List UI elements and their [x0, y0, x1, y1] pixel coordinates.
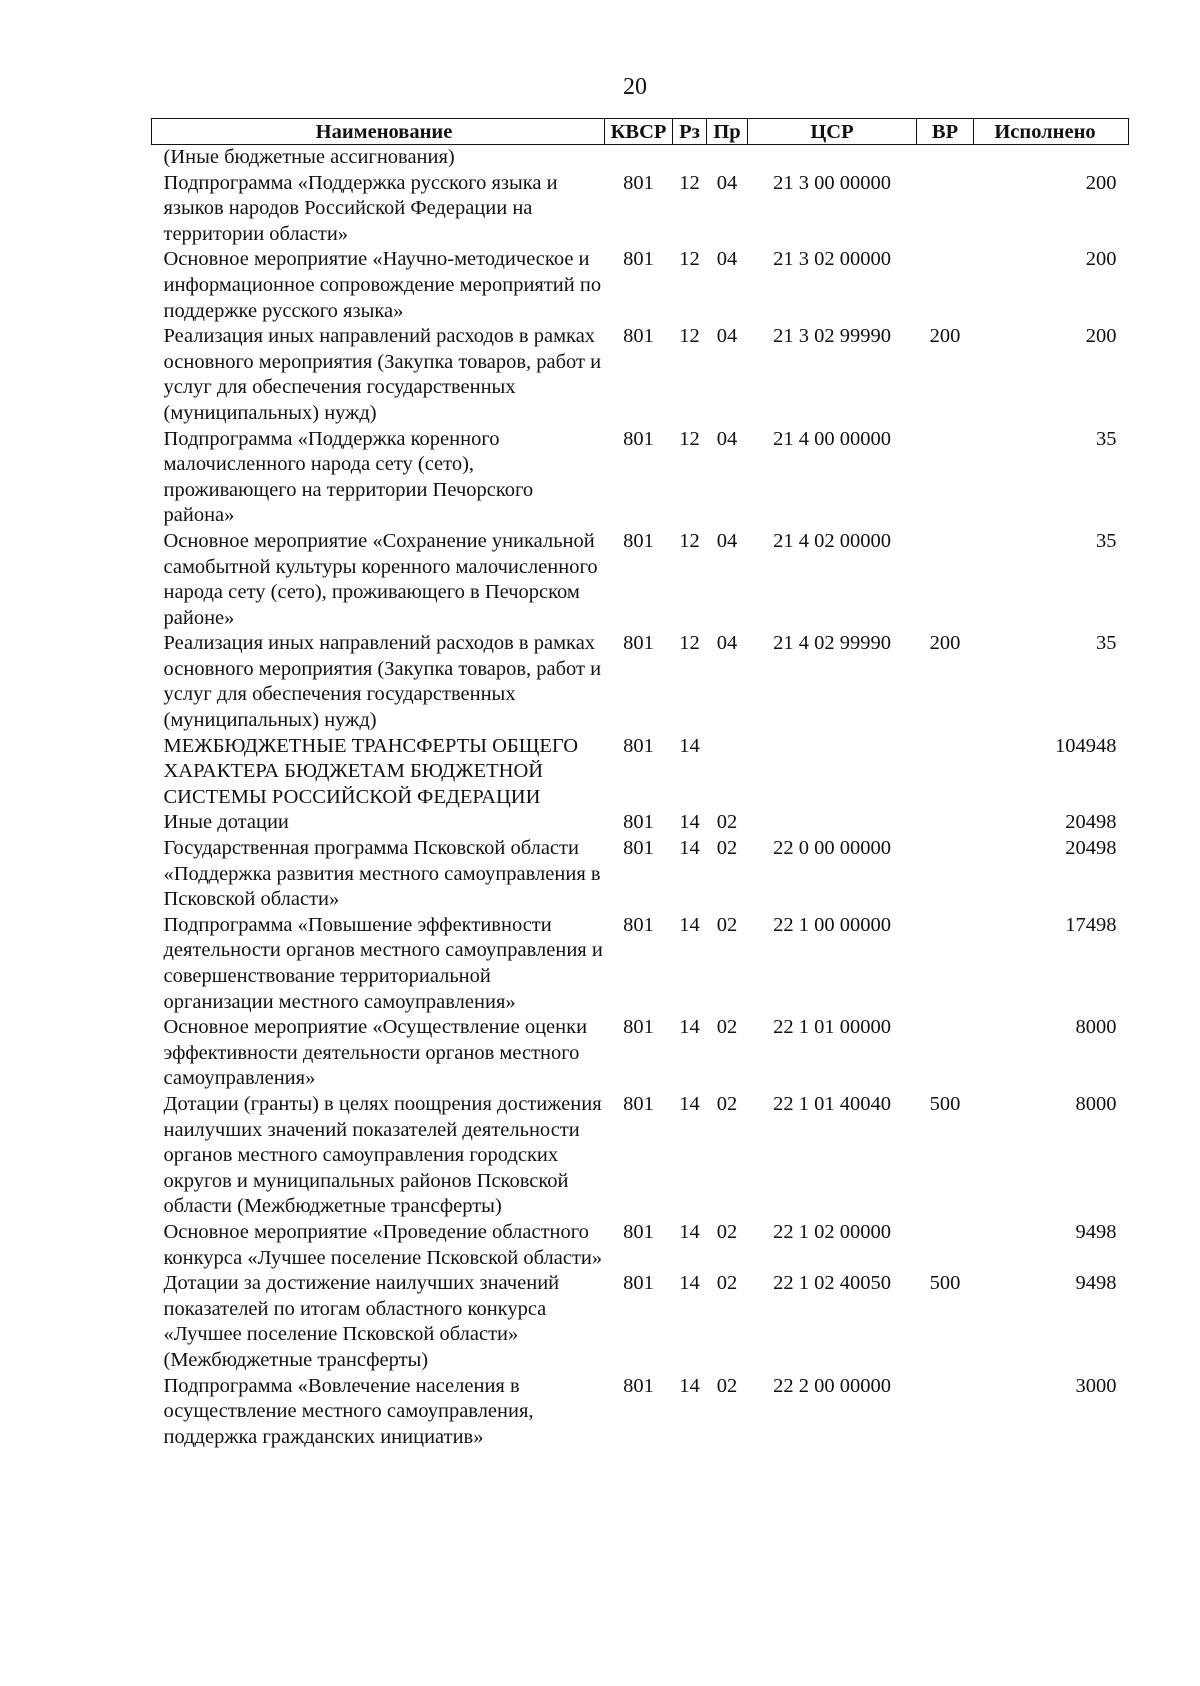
cell-pr: 04 [716, 325, 738, 348]
table-row [152, 734, 1129, 811]
column-header-kvsr: КВСР [605, 119, 673, 145]
cell-csr: 21 4 02 00000 [773, 529, 891, 552]
cell-pr: 02 [716, 1374, 738, 1397]
table-row [152, 810, 1129, 836]
cell-csr: 22 1 02 40050 [773, 1272, 891, 1295]
cell-executed: 35 [1096, 427, 1117, 450]
column-header-pr: Пр [707, 119, 748, 145]
cell-name: Дотации за достижение наилучших значений показателей по итогам областного конкурса «Лучшее поселение Псковской области» (Межбюджетные трансферты) [163, 1272, 560, 1371]
cell-csr [748, 145, 917, 171]
cell-name: Иные дотации [163, 811, 289, 834]
cell-vr [917, 734, 974, 811]
header-row [152, 119, 1129, 145]
cell-name: Основное мероприятие «Проведение областного конкурса «Лучшее поселение Псковской области» [163, 1220, 603, 1269]
table-row [152, 427, 1129, 529]
cell-csr: 21 3 00 00000 [773, 171, 891, 194]
cell-pr: 02 [716, 811, 738, 834]
cell-pr: 04 [716, 248, 738, 271]
table-row [152, 836, 1129, 913]
cell-rz: 14 [679, 837, 700, 860]
cell-vr: 500 [929, 1092, 961, 1115]
cell-executed: 9498 [1075, 1220, 1117, 1243]
cell-executed [974, 145, 1129, 171]
cell-vr [917, 1015, 974, 1092]
cell-csr: 22 0 00 00000 [773, 837, 891, 860]
cell-vr: 200 [929, 632, 961, 655]
cell-executed: 8000 [1075, 1016, 1117, 1039]
column-header-name: Наименование [152, 119, 605, 145]
cell-kvsr: 801 [623, 1092, 654, 1115]
cell-pr: 04 [716, 632, 738, 655]
cell-name: Подпрограмма «Вовлечение населения в осуществление местного самоуправления, поддержка гражданских инициатив» [163, 1374, 534, 1448]
cell-csr: 22 1 00 00000 [773, 913, 891, 936]
cell-pr: 04 [716, 427, 738, 450]
cell-kvsr: 801 [623, 913, 654, 936]
cell-name: МЕЖБЮДЖЕТНЫЕ ТРАНСФЕРТЫ ОБЩЕГО ХАРАКТЕРА БЮДЖЕТАМ БЮДЖЕТНОЙ СИСТЕМЫ РОССИЙСКОЙ ФЕДЕРАЦИИ [163, 734, 579, 808]
cell-pr: 02 [716, 1272, 738, 1295]
cell-name: (Иные бюджетные ассигнования) [163, 146, 455, 168]
cell-vr [917, 810, 974, 836]
cell-rz: 14 [679, 1220, 700, 1243]
table-row [152, 631, 1129, 733]
cell-name: Основное мероприятие «Сохранение уникальной самобытной культуры коренного малочисленного народа сету (сето), проживающего в Печорском районе» [163, 529, 598, 629]
cell-executed: 104948 [1055, 734, 1117, 757]
cell-kvsr: 801 [623, 1374, 654, 1397]
table-row [152, 529, 1129, 631]
table-row [152, 1220, 1129, 1271]
cell-csr: 21 4 00 00000 [773, 427, 891, 450]
table-row [152, 324, 1129, 426]
table-row [152, 913, 1129, 1015]
cell-vr [917, 145, 974, 171]
cell-name: Основное мероприятие «Научно-методическое и информационное сопровождение мероприятий по поддержке русского языка» [163, 248, 602, 322]
cell-kvsr: 801 [623, 248, 654, 271]
cell-csr: 22 2 00 00000 [773, 1374, 891, 1397]
cell-kvsr: 801 [623, 1016, 654, 1039]
cell-vr [917, 913, 974, 1015]
cell-csr: 21 3 02 00000 [773, 248, 891, 271]
cell-kvsr: 801 [623, 1272, 654, 1295]
cell-pr [707, 145, 748, 171]
cell-kvsr: 801 [623, 171, 654, 194]
cell-csr [748, 810, 917, 836]
cell-executed: 20498 [1065, 811, 1117, 834]
cell-rz: 14 [679, 1374, 700, 1397]
cell-name: Подпрограмма «Повышение эффективности деятельности органов местного самоуправления и совершенствование территориальной организации местного самоуправления» [163, 913, 603, 1013]
table-row [152, 145, 1129, 171]
cell-name: Реализация иных направлений расходов в рамках основного мероприятия (Закупка товаров, работ и услуг для обеспечения государственных (муниципальных) нужд) [163, 325, 602, 424]
cell-vr: 200 [929, 325, 961, 348]
table-body [152, 145, 1129, 1451]
cell-kvsr: 801 [623, 1220, 654, 1243]
cell-kvsr: 801 [623, 427, 654, 450]
cell-pr: 04 [716, 171, 738, 194]
table-row [152, 171, 1129, 248]
cell-pr: 02 [716, 837, 738, 860]
cell-vr: 500 [929, 1272, 961, 1295]
cell-rz: 14 [679, 1092, 700, 1115]
cell-executed: 9498 [1075, 1272, 1117, 1295]
table-row [152, 1271, 1129, 1373]
cell-rz: 14 [679, 811, 700, 834]
cell-name: Основное мероприятие «Осуществление оценки эффективности деятельности органов местного самоуправления» [163, 1016, 588, 1090]
cell-vr [917, 1374, 974, 1451]
cell-executed: 200 [1085, 171, 1117, 194]
cell-rz: 12 [679, 325, 700, 348]
cell-csr: 22 1 02 00000 [773, 1220, 891, 1243]
cell-kvsr: 801 [623, 734, 654, 757]
cell-csr [748, 734, 917, 811]
cell-executed: 35 [1096, 529, 1117, 552]
cell-kvsr: 801 [623, 811, 654, 834]
cell-executed: 3000 [1075, 1374, 1117, 1397]
table-row [152, 1015, 1129, 1092]
cell-name: Подпрограмма «Поддержка русского языка и языков народов Российской Федерации на территории области» [163, 171, 558, 245]
cell-pr: 02 [716, 1092, 738, 1115]
cell-pr: 02 [716, 1220, 738, 1243]
cell-kvsr: 801 [623, 837, 654, 860]
cell-pr: 02 [716, 913, 738, 936]
cell-vr [917, 171, 974, 248]
cell-kvsr: 801 [623, 529, 654, 552]
table-row [152, 247, 1129, 324]
cell-kvsr [605, 145, 673, 171]
cell-name: Подпрограмма «Поддержка коренного малочисленного народа сету (сето), проживающего на территории Печорского района» [163, 427, 534, 527]
cell-name: Дотации (гранты) в целях поощрения достижения наилучших значений показателей деятельности органов местного самоуправления городских округов и муниципальных районов Псковской области (Межбюджетные трансферты) [163, 1092, 602, 1218]
table-row [152, 1374, 1129, 1451]
cell-pr: 02 [716, 1016, 738, 1039]
cell-vr [917, 836, 974, 913]
cell-vr [917, 427, 974, 529]
cell-executed: 200 [1085, 248, 1117, 271]
cell-executed: 35 [1096, 632, 1117, 655]
cell-csr: 22 1 01 40040 [773, 1092, 891, 1115]
cell-csr: 21 3 02 99990 [773, 325, 891, 348]
cell-pr: 04 [716, 529, 738, 552]
table-row [152, 1092, 1129, 1220]
cell-vr [917, 529, 974, 631]
cell-rz: 12 [679, 248, 700, 271]
cell-rz: 12 [679, 427, 700, 450]
cell-rz: 14 [679, 913, 700, 936]
cell-name: Государственная программа Псковской области «Поддержка развития местного самоуправления в Псковской области» [163, 837, 601, 911]
cell-rz: 12 [679, 171, 700, 194]
cell-vr [917, 247, 974, 324]
page-number: 20 [623, 74, 647, 100]
cell-kvsr: 801 [623, 632, 654, 655]
cell-executed: 20498 [1065, 837, 1117, 860]
column-header-rz: Рз [673, 119, 707, 145]
cell-csr: 22 1 01 00000 [773, 1016, 891, 1039]
cell-rz: 12 [679, 632, 700, 655]
cell-name: Реализация иных направлений расходов в рамках основного мероприятия (Закупка товаров, работ и услуг для обеспечения государственных (муниципальных) нужд) [163, 632, 602, 732]
column-header-vr: ВР [917, 119, 974, 145]
column-header-csr: ЦСР [748, 119, 917, 145]
cell-vr [917, 1220, 974, 1271]
cell-executed: 8000 [1075, 1092, 1117, 1115]
column-header-executed: Исполнено [974, 119, 1129, 145]
cell-rz: 12 [679, 529, 700, 552]
cell-rz: 14 [679, 1016, 700, 1039]
budget-table [151, 118, 1129, 1450]
cell-kvsr: 801 [623, 325, 654, 348]
cell-pr [707, 734, 748, 811]
cell-executed: 200 [1085, 325, 1117, 348]
table-header [152, 119, 1129, 145]
cell-rz: 14 [679, 734, 700, 757]
cell-csr: 21 4 02 99990 [773, 632, 891, 655]
cell-rz [673, 145, 707, 171]
cell-rz: 14 [679, 1272, 700, 1295]
cell-executed: 17498 [1065, 913, 1117, 936]
